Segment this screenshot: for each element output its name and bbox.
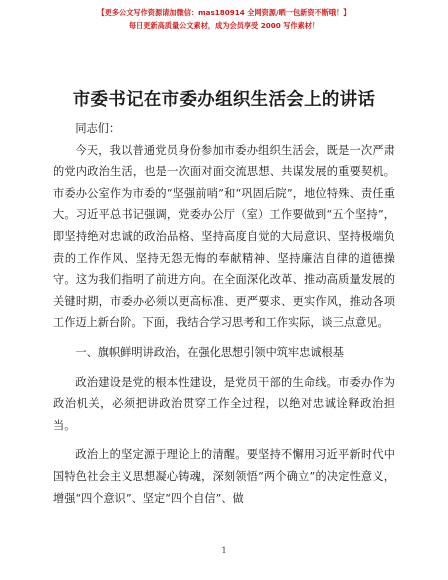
promo-banner-line-2: 每日更新高质量公文素材，成为会员享受 2000 写作素材！ [128,21,320,30]
document-body [53,118,395,509]
promo-banner-line-1: 【更多公文写作资源请加微信：mas180914 全网资源/晒一包新资不断哦！】 [97,8,351,17]
salutation: 同志们： [75,122,121,135]
section-heading-1: 一、旗帜鲜明讲政治，在强化思想引领中筑牢忠诚根基 [75,345,344,359]
body-paragraph-3: 政治上的坚定源于理论上的清醒。要坚持不懈用习近平新时代中国特色社会主义思想凝心铸魂，深刻领悟“两个确立”的决定性意义，增强“四个意识”、坚定“四个自信”、做 [53,448,395,505]
body-paragraph-intro: 今天，我以普通党员身份参加市委办组织生活会，既是一次严肃的党内政治生活，也是一次面对面交流思想、共谋发展的重要契机。市委办公室作为市委的“坚强前哨”和“巩固后院”，地位特殊、责任重大。习近平总书记强调，党委办公厅（室）工作要做到“五个坚持”，即坚持绝对忠诚的政治品格、坚持高度自觉的大局意识、坚持极端负责的工作作风、坚持无怨无悔的奉献精神、坚持廉洁自律的道德操守。这为我们指明了前进方向。在全面深化改革、推动高质量发展的关键时期，市委办必须以更高标准、更严要求、更实作风，推动各项工作迈上新台阶。下面，我结合学习思考和工作实际，谈三点意见。 [53,143,395,330]
body-paragraph-2: 政治建设是党的根本性建设，是党员干部的生命线。市委办作为政治机关，必须把讲政治贯穿工作全过程，以绝对忠诚诠释政治担当。 [53,375,395,432]
document-title: 市委书记在市委办组织生活会上的讲话 [72,90,376,110]
page-number: 1 [221,546,227,555]
